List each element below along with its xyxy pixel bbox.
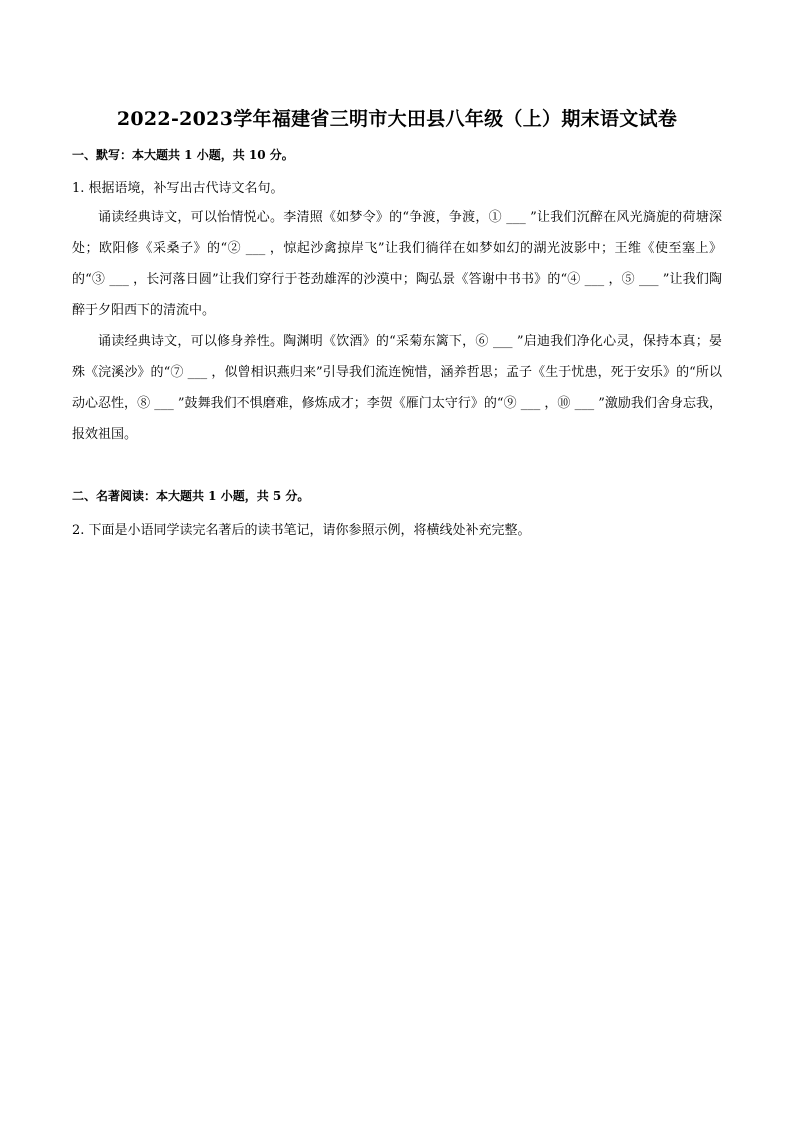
question-2-prompt: 2. 下面是小语同学读完名著后的读书笔记，请你参照示例，将横线处补充完整。 [72,523,531,538]
question-1-prompt: 1. 根据语境，补写出古代诗文名句。 [72,181,284,196]
section-1-heading: 一、默写：本大题共 1 小题，共 10 分。 [72,148,294,162]
question-1-paragraph-1: 诵读经典诗文，可以怡情悦心。李清照《如梦令》的“争渡，争渡，① ___ ”让我们沉醉在风光旖旎的荷塘深处；欧阳修《采桑子》的“② ___ ，惊起沙禽掠岸飞”让我们徜徉在如梦如幻的湖光波影中；王维《使至塞上》的“③ ___ ，长河落日圆”让我们穿行于苍劲雄浑的沙漠中；陶弘景《答谢中书书》的“④ ___ ，⑤ ___ ”让我们陶醉于夕阳西下的清流中。 [72,210,722,318]
section-2-heading: 二、名著阅读：本大题共 1 小题，共 5 分。 [72,489,310,503]
page-title: 2022-2023学年福建省三明市大田县八年级（上）期末语文试卷 [116,108,678,130]
question-1-paragraph-2: 诵读经典诗文，可以修身养性。陶渊明《饮酒》的“采菊东篱下，⑥ ___ ”启迪我们净化心灵，保持本真；晏殊《浣溪沙》的“⑦ ___ ，似曾相识燕归来”引导我们流连惋惜，涵养哲思；孟子《生于忧患，死于安乐》的“所以动心忍性，⑧ ___ ”鼓舞我们不惧磨难，修炼成才；李贺《雁门太守行》的“⑨ ___ ，⑩ ___ ”激励我们舍身忘我，报效祖国。 [72,334,722,442]
